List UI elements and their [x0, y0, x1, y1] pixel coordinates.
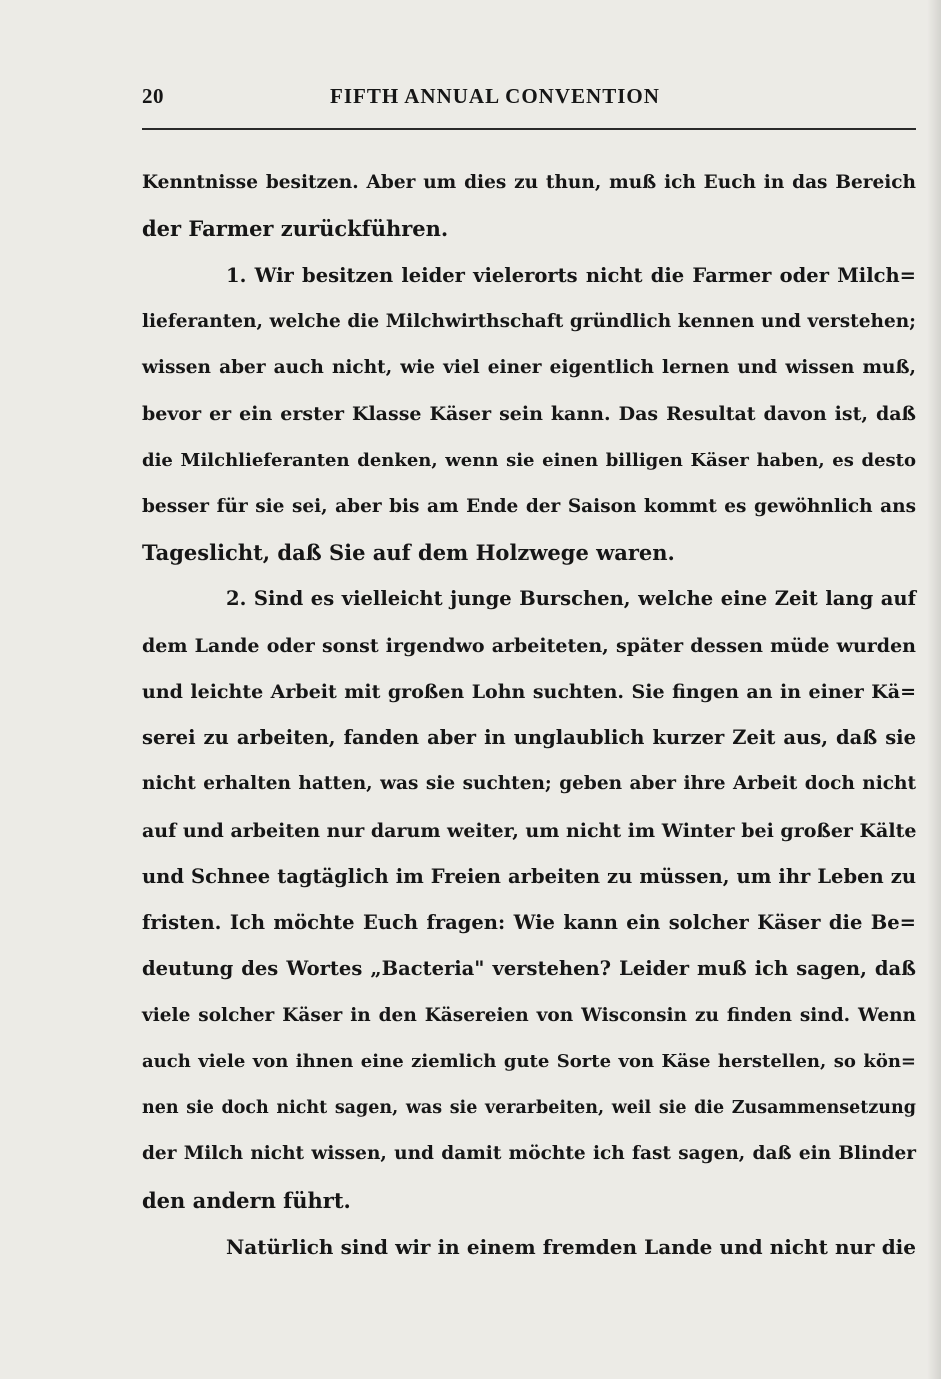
page-header [142, 84, 916, 114]
text-line: der Milch nicht wissen, und damit möchte ich fast sagen, daß ein Blinder [142, 1143, 916, 1165]
text-line: 1. Wir besitzen leider vielerorts nicht die Farmer oder Milch= [226, 263, 916, 287]
text-line: lieferanten, welche die Milchwirthschaft gründlich kennen und verstehen; [142, 310, 916, 332]
text-line: und leichte Arbeit mit großen Lohn suchten. Sie fingen an in einer Kä= [142, 680, 916, 703]
text-line: nen sie doch nicht sagen, was sie verarbeiten, weil sie die Zusammensetzung [142, 1098, 916, 1118]
page-number: 20 [142, 84, 164, 108]
text-line: auch viele von ihnen eine ziemlich gute Sorte von Käse herstellen, so kön= [142, 1050, 916, 1072]
body-text [142, 160, 916, 1270]
text-line: auf und arbeiten nur darum weiter, um nicht im Winter bei großer Kälte [142, 819, 917, 842]
text-line: Tageslicht, daß Sie auf dem Holzwege waren. [142, 540, 675, 565]
text-line: und Schnee tagtäglich im Freien arbeiten zu müssen, um ihr Leben zu [142, 864, 916, 888]
text-line: nicht erhalten hatten, was sie suchten; geben aber ihre Arbeit doch nicht [142, 773, 916, 795]
text-line: den andern führt. [142, 1187, 351, 1213]
text-line: besser für sie sei, aber bis am Ende der Saison kommt es gewöhnlich ans [142, 495, 916, 517]
text-line: deutung des Wortes „Bacteria" verstehen? Leider muß ich sagen, daß [142, 957, 916, 981]
text-line: 2. Sind es vielleicht junge Burschen, welche eine Zeit lang auf [226, 587, 916, 611]
text-line: fristen. Ich möchte Euch fragen: Wie kann ein solcher Käser die Be= [142, 911, 916, 934]
text-line: dem Lande oder sonst irgendwo arbeiteten, später dessen müde wurden [142, 634, 916, 657]
text-line: bevor er ein erster Klasse Käser sein kann. Das Resultat davon ist, daß [142, 403, 916, 426]
text-line: Kenntnisse besitzen. Aber um dies zu thun, muß ich Euch in das Bereich [142, 172, 916, 193]
header-rule [142, 128, 916, 130]
running-head: FIFTH ANNUAL CONVENTION [330, 84, 660, 108]
text-line: die Milchlieferanten denken, wenn sie einen billigen Käser haben, es desto [142, 449, 916, 471]
text-line: wissen aber auch nicht, wie viel einer eigentlich lernen und wissen muß, [142, 357, 916, 378]
text-line: der Farmer zurückführen. [142, 216, 449, 242]
text-line: serei zu arbeiten, fanden aber in unglaublich kurzer Zeit aus, daß sie [142, 726, 916, 749]
page-edge-shadow [927, 0, 941, 1379]
text-line: viele solcher Käser in den Käsereien von Wisconsin zu finden sind. Wenn [142, 1004, 916, 1026]
text-line: Natürlich sind wir in einem fremden Lande und nicht nur die [226, 1234, 916, 1259]
